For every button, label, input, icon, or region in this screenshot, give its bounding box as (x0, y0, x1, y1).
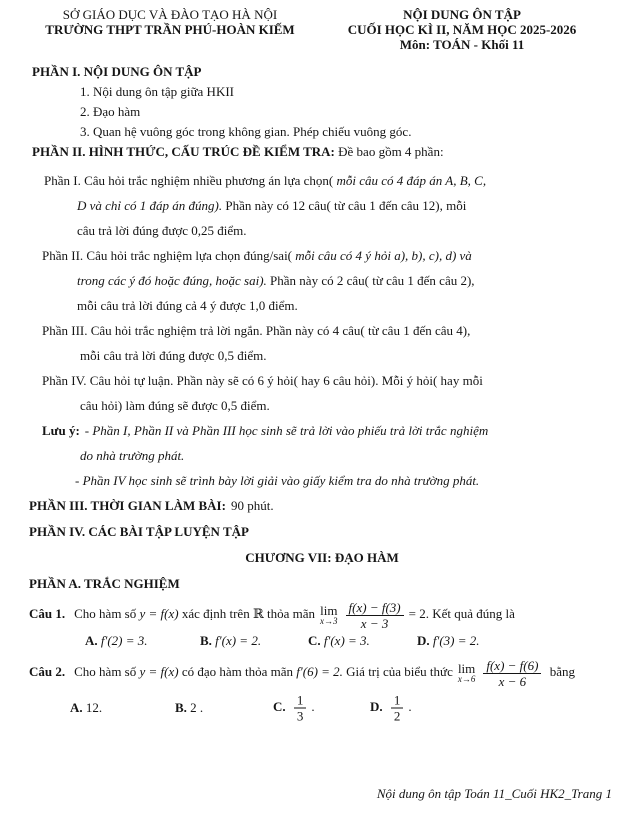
q1-option-c: C. f′(x) = 3. (308, 633, 370, 648)
part1-item-2: 2. Đạo hàm (80, 104, 141, 119)
part2-p2-line3: mỗi câu trả lời đúng cả 4 ý được 1,0 điểm. (77, 298, 298, 313)
question-2: Câu 2. Cho hàm số y = f(x) có đạo hàm thỏa mãn f′(6) = 2. Giá trị của biểu thức lim x→6 $\frac{f(x) - f(6)}{x - 6}$ bằng (29, 657, 575, 689)
header-term: CUỐI HỌC KÌ II, NĂM HỌC 2025-2026 (347, 22, 577, 37)
q2-math-function: y = f(x) (139, 664, 179, 679)
q1-option-d: D. f′(3) = 2. (417, 633, 480, 648)
page-footer: Nội dung ôn tập Toán 11_Cuối HK2_Trang 1 (376, 786, 612, 801)
note-label: Lưu ý: (42, 423, 80, 438)
part2-p1-line3: câu trả lời đúng được 0,25 điểm. (77, 223, 247, 238)
part2-p2-line2: trong các ý đó hoặc đúng, hoặc sai). Phần này có 2 câu( từ câu 1 đến câu 2), (77, 273, 475, 288)
q2-options (0, 689, 644, 727)
question-1: Câu 1. Cho hàm số y = f(x) xác định trên ℝ thỏa mãn lim x→3 $\frac{f(x) - f(3)}{x - 3}$ = 2. Kết quả đúng là (29, 599, 515, 631)
part2-title (32, 142, 644, 162)
part1-title: PHẦN I. NỘI DUNG ÔN TẬP (32, 64, 202, 79)
part1-item-1: 1. Nội dung ôn tập giữa HKII (80, 84, 234, 99)
chapter-title: CHƯƠNG VII: ĐẠO HÀM (245, 550, 399, 565)
q1-math-function: y = f(x) (139, 606, 179, 621)
q1-option-b: B. f′(x) = 2. (200, 633, 262, 648)
part2-title-bold: PHẦN II. HÌNH THỨC, CẤU TRÚC ĐỀ KIỂM TRA: (32, 144, 335, 159)
q2-option-c: C. $\frac{1}{3}$ . (273, 692, 315, 724)
part4-title: PHẦN IV. CÁC BÀI TẬP LUYỆN TẬP (29, 524, 249, 539)
part2-p3-line1: Phần III. Câu hỏi trắc nghiệm trả lời ngắn. Phần này có 4 câu( từ câu 1 đến câu 4), (42, 323, 471, 338)
q2-fraction: $\frac{f(x) - f(6)}{x - 6}$ (483, 658, 541, 689)
part2-p1-line1: Phần I. Câu hỏi trắc nghiệm nhiều phương án lựa chọn( mỗi câu có 4 đáp án A, B, C, (44, 173, 487, 188)
part1-item-3: 3. Quan hệ vuông góc trong không gian. Phép chiếu vuông góc. (80, 124, 412, 139)
q1-options (0, 631, 644, 651)
q1-limit: lim x→3 (320, 602, 338, 626)
q1-option-a: A. f′(2) = 3. (85, 633, 148, 648)
q1-fraction: $\frac{f(x) - f(3)}{x - 3}$ (346, 600, 404, 631)
note-line2: do nhà trường phát. (80, 448, 185, 463)
q2-option-a: A. 12. (70, 700, 103, 715)
header-school-block (40, 7, 300, 37)
note-line3: - Phần IV học sinh sẽ trình bày lời giải vào giấy kiểm tra do nhà trường phát. (75, 473, 480, 488)
part2-body (0, 168, 644, 493)
part2-title-rest: Đề bao gồm 4 phần: (334, 144, 444, 159)
q2-option-d-fraction: $\frac{1}{2}$ (391, 693, 404, 724)
part2-p4-line2: câu hỏi) làm đúng sẽ được 0,5 điểm. (80, 398, 270, 413)
part2-p3-line2: mỗi câu trả lời đúng được 0,5 điểm. (80, 348, 267, 363)
q1-label: Câu 1. (29, 606, 66, 621)
header-subject: Môn: TOÁN - Khối 11 (399, 37, 525, 52)
part2-p2-line1: Phần II. Câu hỏi trắc nghiệm lựa chọn đúng/sai( mỗi câu có 4 ý hỏi a), b), c), d) và (42, 248, 472, 263)
q2-math-derivative: f′(6) = 2. (296, 664, 343, 679)
q2-option-d: D. $\frac{1}{2}$ . (370, 692, 412, 724)
part3-title: PHẦN III. THỜI GIAN LÀM BÀI: 90 phút. (29, 498, 274, 513)
header-department: SỞ GIÁO DỤC VÀ ĐÀO TẠO HÀ NỘI (62, 7, 278, 22)
header-title-block (332, 7, 592, 52)
q2-option-b: B. 2 . (175, 700, 204, 715)
q2-label: Câu 2. (29, 664, 66, 679)
q2-limit: lim x→6 (457, 660, 476, 684)
document-header (0, 0, 644, 58)
note-line1: Lưu ý: - Phần I, Phần II và Phần III học sinh sẽ trả lời vào phiếu trả lời trắc nghiệm (42, 423, 489, 438)
header-doc-title: NỘI DUNG ÔN TẬP (403, 7, 521, 22)
part2-p1-line2: D và chỉ có 1 đáp án đúng). Phần này có 12 câu( từ câu 1 đến câu 12), mỗi (77, 198, 467, 213)
part2-p4-line1: Phần IV. Câu hỏi tự luận. Phần này sẽ có 6 ý hỏi( hay 6 câu hỏi). Mỗi ý hỏi( hay mỗi (42, 373, 483, 388)
section-a-title: PHẦN A. TRẮC NGHIỆM (29, 576, 180, 591)
q2-option-c-fraction: $\frac{1}{3}$ (294, 693, 307, 724)
header-school-name: TRƯỜNG THPT TRẦN PHÚ-HOÀN KIẾM (45, 22, 295, 37)
